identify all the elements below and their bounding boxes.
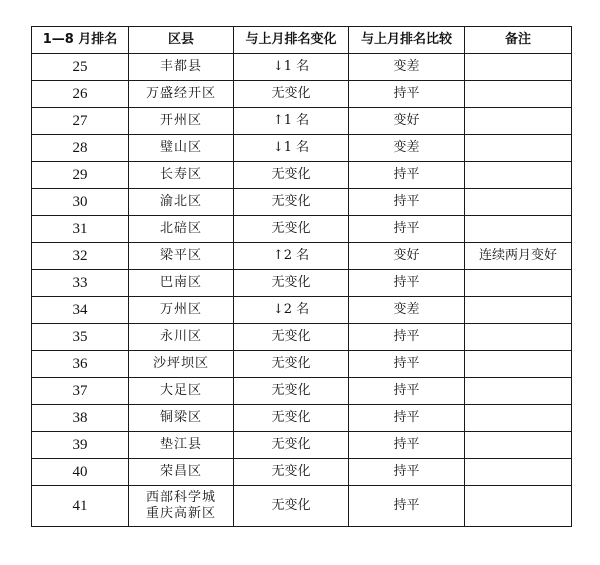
note-cell <box>465 486 572 527</box>
rank-cell-text: 36 <box>72 356 88 372</box>
change-cell <box>234 270 349 297</box>
change-cell <box>234 324 349 351</box>
table-body <box>32 54 572 527</box>
note-cell <box>465 378 572 405</box>
district-cell <box>129 324 234 351</box>
comparison-cell-text: 持平 <box>393 194 420 209</box>
district-cell <box>129 81 234 108</box>
ranking-table <box>31 26 572 527</box>
district-cell <box>129 135 234 162</box>
comparison-cell <box>349 378 465 405</box>
note-cell <box>465 135 572 162</box>
district-cell-text: 沙坪坝区 <box>152 356 209 371</box>
table-row <box>32 432 572 459</box>
table-row <box>32 378 572 405</box>
comparison-cell <box>349 297 465 324</box>
comparison-cell-text: 持平 <box>393 410 420 425</box>
note-cell-text: 连续两月变好 <box>478 248 557 263</box>
comparison-cell <box>349 54 465 81</box>
header-district: 区县 <box>129 27 234 54</box>
comparison-cell-text: 持平 <box>393 167 420 182</box>
change-cell <box>234 135 349 162</box>
comparison-cell <box>349 243 465 270</box>
change-cell <box>234 459 349 486</box>
change-cell <box>234 243 349 270</box>
comparison-cell-text: 持平 <box>393 221 420 236</box>
district-cell <box>129 243 234 270</box>
header-note: 备注 <box>465 27 572 54</box>
rank-cell-text: 37 <box>72 383 88 399</box>
table-row <box>32 189 572 216</box>
change-cell <box>234 297 349 324</box>
table-row <box>32 351 572 378</box>
comparison-cell-text: 变好 <box>393 248 420 263</box>
comparison-cell-text: 持平 <box>393 383 420 398</box>
comparison-cell <box>349 351 465 378</box>
change-cell-text: 无变化 <box>271 464 311 479</box>
rank-cell-text: 30 <box>72 194 88 210</box>
change-cell-text: 无变化 <box>271 329 311 344</box>
rank-cell-text: 25 <box>72 59 88 75</box>
comparison-cell-text: 变差 <box>393 302 420 317</box>
rank-cell <box>32 81 129 108</box>
rank-cell <box>32 432 129 459</box>
table-row <box>32 405 572 432</box>
note-cell <box>465 459 572 486</box>
rank-cell <box>32 135 129 162</box>
note-cell <box>465 54 572 81</box>
change-cell-text: 无变化 <box>271 221 311 236</box>
district-cell-text: 开州区 <box>159 113 202 128</box>
table-row <box>32 135 572 162</box>
district-cell-text: 铜梁区 <box>159 410 202 425</box>
comparison-cell <box>349 324 465 351</box>
change-cell <box>234 108 349 135</box>
note-cell <box>465 189 572 216</box>
change-cell-text: 无变化 <box>271 86 311 101</box>
district-cell <box>129 162 234 189</box>
rank-cell-text: 41 <box>72 498 88 514</box>
change-cell <box>234 432 349 459</box>
table-row <box>32 81 572 108</box>
table-header-row <box>32 27 572 54</box>
note-cell <box>465 351 572 378</box>
note-cell <box>465 297 572 324</box>
rank-cell-text: 27 <box>72 113 88 129</box>
district-cell-text: 垫江县 <box>159 437 202 452</box>
table-row <box>32 270 572 297</box>
header-comparison: 与上月排名比较 <box>349 27 465 54</box>
rank-cell-text: 31 <box>72 221 88 237</box>
rank-cell <box>32 216 129 243</box>
note-cell <box>465 270 572 297</box>
rank-cell <box>32 459 129 486</box>
comparison-cell <box>349 459 465 486</box>
district-cell-text: 永川区 <box>159 329 202 344</box>
comparison-cell-text: 持平 <box>393 464 420 479</box>
district-cell <box>129 432 234 459</box>
comparison-cell-text: 持平 <box>393 498 420 513</box>
comparison-cell-text: 持平 <box>393 275 420 290</box>
district-cell <box>129 216 234 243</box>
change-cell-text: 无变化 <box>271 167 311 182</box>
district-cell <box>129 459 234 486</box>
header-rank: 1—8 月排名 <box>32 27 129 54</box>
note-cell <box>465 216 572 243</box>
change-cell <box>234 351 349 378</box>
change-cell-text: 无变化 <box>271 356 311 371</box>
rank-cell <box>32 243 129 270</box>
change-cell-text: ↑2 名 <box>272 248 310 263</box>
change-cell <box>234 81 349 108</box>
comparison-cell <box>349 432 465 459</box>
note-cell <box>465 324 572 351</box>
comparison-cell <box>349 81 465 108</box>
comparison-cell-text: 变差 <box>393 59 420 74</box>
change-cell-text: ↓1 名 <box>272 59 310 74</box>
table-row <box>32 162 572 189</box>
district-cell-text: 荣昌区 <box>159 464 202 479</box>
rank-cell-text: 39 <box>72 437 88 453</box>
change-cell <box>234 189 349 216</box>
district-cell <box>129 189 234 216</box>
table-row <box>32 486 572 527</box>
change-cell <box>234 405 349 432</box>
table-row <box>32 297 572 324</box>
comparison-cell-text: 持平 <box>393 329 420 344</box>
rank-cell-text: 26 <box>72 86 88 102</box>
rank-cell <box>32 162 129 189</box>
change-cell-text: ↑1 名 <box>272 113 310 128</box>
rank-cell <box>32 189 129 216</box>
change-cell <box>234 378 349 405</box>
note-cell <box>465 405 572 432</box>
district-cell-text: 北碚区 <box>159 221 202 236</box>
rank-cell <box>32 297 129 324</box>
change-cell-text: 无变化 <box>271 194 311 209</box>
rank-cell-text: 35 <box>72 329 88 345</box>
comparison-cell-text: 持平 <box>393 86 420 101</box>
table-row <box>32 108 572 135</box>
district-cell-text: 璧山区 <box>159 140 202 155</box>
rank-cell <box>32 324 129 351</box>
rank-cell-text: 40 <box>72 464 88 480</box>
note-cell <box>465 108 572 135</box>
rank-cell-text: 32 <box>72 248 88 264</box>
comparison-cell <box>349 216 465 243</box>
change-cell-text: 无变化 <box>271 437 311 452</box>
rank-cell <box>32 486 129 527</box>
rank-cell <box>32 378 129 405</box>
district-cell-text: 渝北区 <box>159 194 202 209</box>
rank-cell-text: 38 <box>72 410 88 426</box>
change-cell <box>234 216 349 243</box>
district-cell-text: 巴南区 <box>159 275 202 290</box>
rank-cell <box>32 54 129 81</box>
district-cell-text: 丰都县 <box>159 59 202 74</box>
comparison-cell <box>349 189 465 216</box>
change-cell-text: ↓1 名 <box>272 140 310 155</box>
table-row <box>32 216 572 243</box>
district-cell <box>129 351 234 378</box>
table-row <box>32 459 572 486</box>
comparison-cell <box>349 486 465 527</box>
rank-cell-text: 28 <box>72 140 88 156</box>
note-cell <box>465 162 572 189</box>
rank-cell <box>32 108 129 135</box>
comparison-cell-text: 持平 <box>393 437 420 452</box>
note-cell <box>465 81 572 108</box>
table-row <box>32 54 572 81</box>
district-cell <box>129 297 234 324</box>
change-cell-text: 无变化 <box>271 383 311 398</box>
comparison-cell-text: 变差 <box>393 140 420 155</box>
change-cell-text: 无变化 <box>271 275 311 290</box>
district-cell-text: 西部科学城 重庆高新区 <box>145 490 216 521</box>
comparison-cell <box>349 162 465 189</box>
district-cell-text: 梁平区 <box>159 248 202 263</box>
change-cell <box>234 162 349 189</box>
district-cell-text: 万盛经开区 <box>145 86 216 101</box>
rank-cell <box>32 351 129 378</box>
district-cell <box>129 54 234 81</box>
comparison-cell <box>349 108 465 135</box>
change-cell-text: 无变化 <box>271 410 311 425</box>
change-cell <box>234 486 349 527</box>
rank-cell <box>32 405 129 432</box>
district-cell <box>129 405 234 432</box>
district-cell <box>129 108 234 135</box>
header-change: 与上月排名变化 <box>234 27 349 54</box>
change-cell-text: 无变化 <box>271 498 311 513</box>
change-cell <box>234 54 349 81</box>
district-cell-text: 大足区 <box>159 383 202 398</box>
rank-cell-text: 29 <box>72 167 88 183</box>
note-cell <box>465 432 572 459</box>
note-cell <box>465 243 572 270</box>
comparison-cell <box>349 135 465 162</box>
comparison-cell-text: 变好 <box>393 113 420 128</box>
district-cell-text: 万州区 <box>159 302 202 317</box>
district-cell <box>129 486 234 527</box>
rank-cell <box>32 270 129 297</box>
comparison-cell-text: 持平 <box>393 356 420 371</box>
table-row <box>32 324 572 351</box>
comparison-cell <box>349 270 465 297</box>
rank-cell-text: 33 <box>72 275 88 291</box>
district-cell <box>129 270 234 297</box>
rank-cell-text: 34 <box>72 302 88 318</box>
change-cell-text: ↓2 名 <box>272 302 310 317</box>
district-cell <box>129 378 234 405</box>
district-cell-text: 长寿区 <box>159 167 202 182</box>
comparison-cell <box>349 405 465 432</box>
table-row <box>32 243 572 270</box>
